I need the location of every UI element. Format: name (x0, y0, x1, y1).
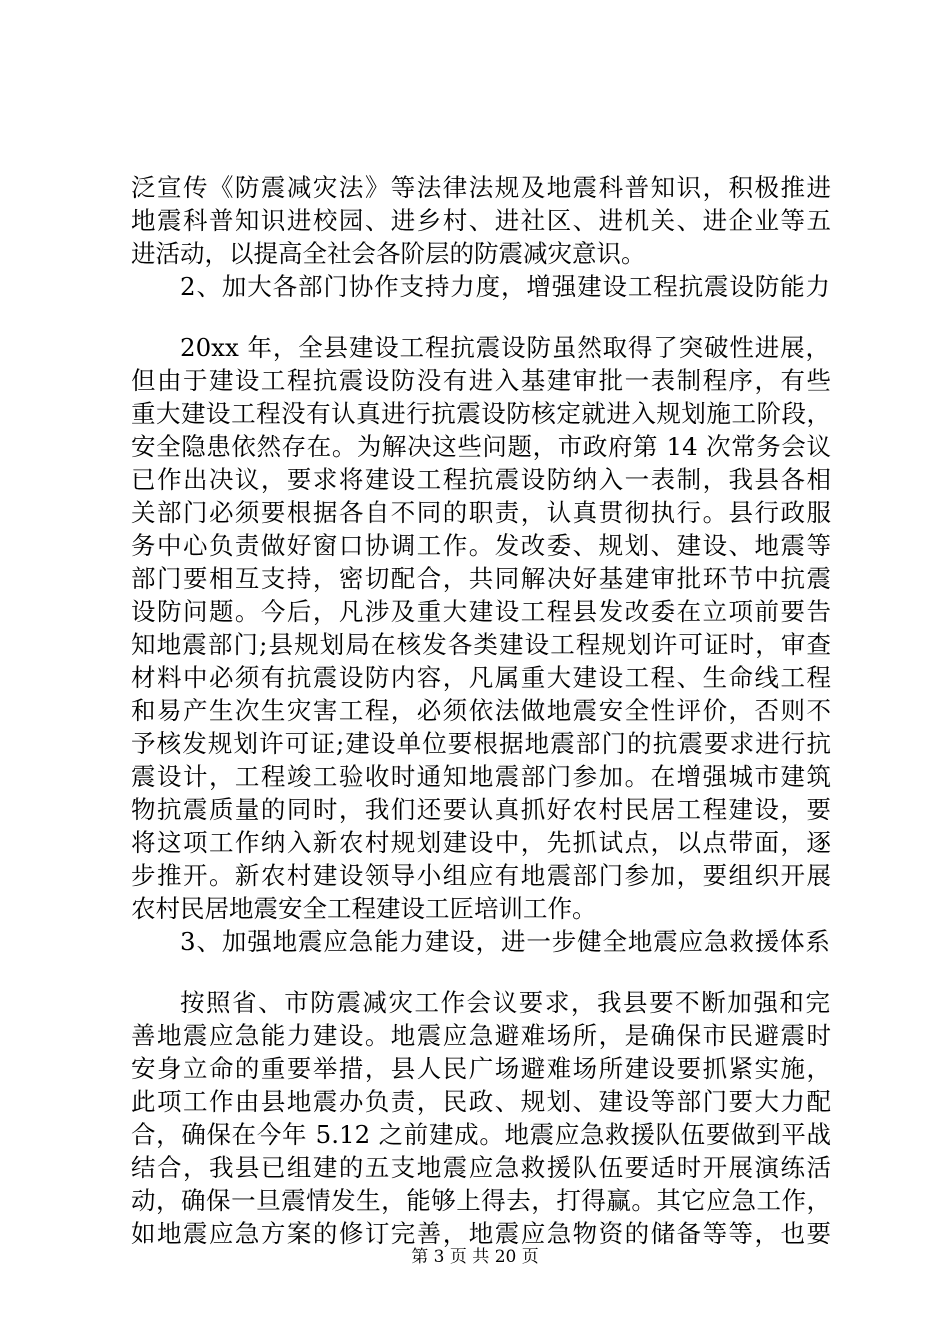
paragraph-line: 设防问题。今后，凡涉及重大建设工程县发改委在立项前要告 (131, 597, 831, 626)
section-heading-2: 2、加大各部门协作支持力度，增强建设工程抗震设防能力 (180, 272, 830, 301)
paragraph-line: 进活动，以提高全社会各阶层的防震减灾意识。 (131, 239, 646, 268)
paragraph-line: 20xx 年，全县建设工程抗震设防虽然取得了突破性进展， (180, 333, 830, 362)
paragraph-line: 和易产生次生灾害工程，必须依法做地震安全性评价，否则不 (131, 696, 831, 725)
paragraph-line: 安身立命的重要举措，县人民广场避难场所建设要抓紧实施， (131, 1054, 831, 1083)
paragraph-line: 如地震应急方案的修订完善，地震应急物资的储备等等，也要 (131, 1219, 831, 1248)
page-number: 第 3 页 共 20 页 (411, 1247, 539, 1267)
paragraph-line: 此项工作由县地震办负责，民政、规划、建设等部门要大力配 (131, 1087, 831, 1116)
paragraph-line: 将这项工作纳入新农村规划建设中，先抓试点，以点带面，逐 (131, 828, 831, 857)
paragraph-line: 已作出决议，要求将建设工程抗震设防纳入一表制，我县各相 (131, 465, 831, 494)
paragraph-line: 安全隐患依然存在。为解决这些问题，市政府第 14 次常务会议 (131, 432, 831, 461)
paragraph-line: 材料中必须有抗震设防内容，凡属重大建设工程、生命线工程 (131, 663, 831, 692)
paragraph-line: 善地震应急能力建设。地震应急避难场所，是确保市民避震时 (131, 1021, 831, 1050)
paragraph-line: 务中心负责做好窗口协调工作。发改委、规划、建设、地震等 (131, 531, 831, 560)
paragraph-line: 物抗震质量的同时，我们还要认真抓好农村民居工程建设，要 (131, 795, 831, 824)
paragraph-line: 泛宣传《防震减灾法》等法律法规及地震科普知识，积极推进 (131, 173, 831, 202)
paragraph-line: 但由于建设工程抗震设防没有进入基建审批一表制程序，有些 (131, 366, 831, 395)
paragraph-line: 知地震部门;县规划局在核发各类建设工程规划许可证时，审查 (131, 630, 831, 659)
paragraph-line: 按照省、市防震减灾工作会议要求，我县要不断加强和完 (180, 988, 830, 1017)
paragraph-line: 动，确保一旦震情发生，能够上得去，打得赢。其它应急工作， (131, 1186, 831, 1215)
paragraph-line: 部门要相互支持，密切配合，共同解决好基建审批环节中抗震 (131, 564, 831, 593)
paragraph-line: 结合，我县已组建的五支地震应急救援队伍要适时开展演练活 (131, 1153, 831, 1182)
paragraph-line: 予核发规划许可证;建设单位要根据地震部门的抗震要求进行抗 (131, 729, 831, 758)
paragraph-line: 关部门必须要根据各自不同的职责，认真贯彻执行。县行政服 (131, 498, 831, 527)
section-heading-3: 3、加强地震应急能力建设，进一步健全地震应急救援体系 (180, 927, 830, 956)
paragraph-line: 农村民居地震安全工程建设工匠培训工作。 (131, 894, 597, 923)
paragraph-line: 重大建设工程没有认真进行抗震设防核定就进入规划施工阶段， (131, 399, 831, 428)
paragraph-line: 合，确保在今年 5.12 之前建成。地震应急救援队伍要做到平战 (131, 1120, 831, 1149)
paragraph-line: 震设计，工程竣工验收时通知地震部门参加。在增强城市建筑 (131, 762, 831, 791)
paragraph-line: 地震科普知识进校园、进乡村、进社区、进机关、进企业等五 (131, 206, 831, 235)
paragraph-line: 步推开。新农村建设领导小组应有地震部门参加，要组织开展 (131, 861, 831, 890)
